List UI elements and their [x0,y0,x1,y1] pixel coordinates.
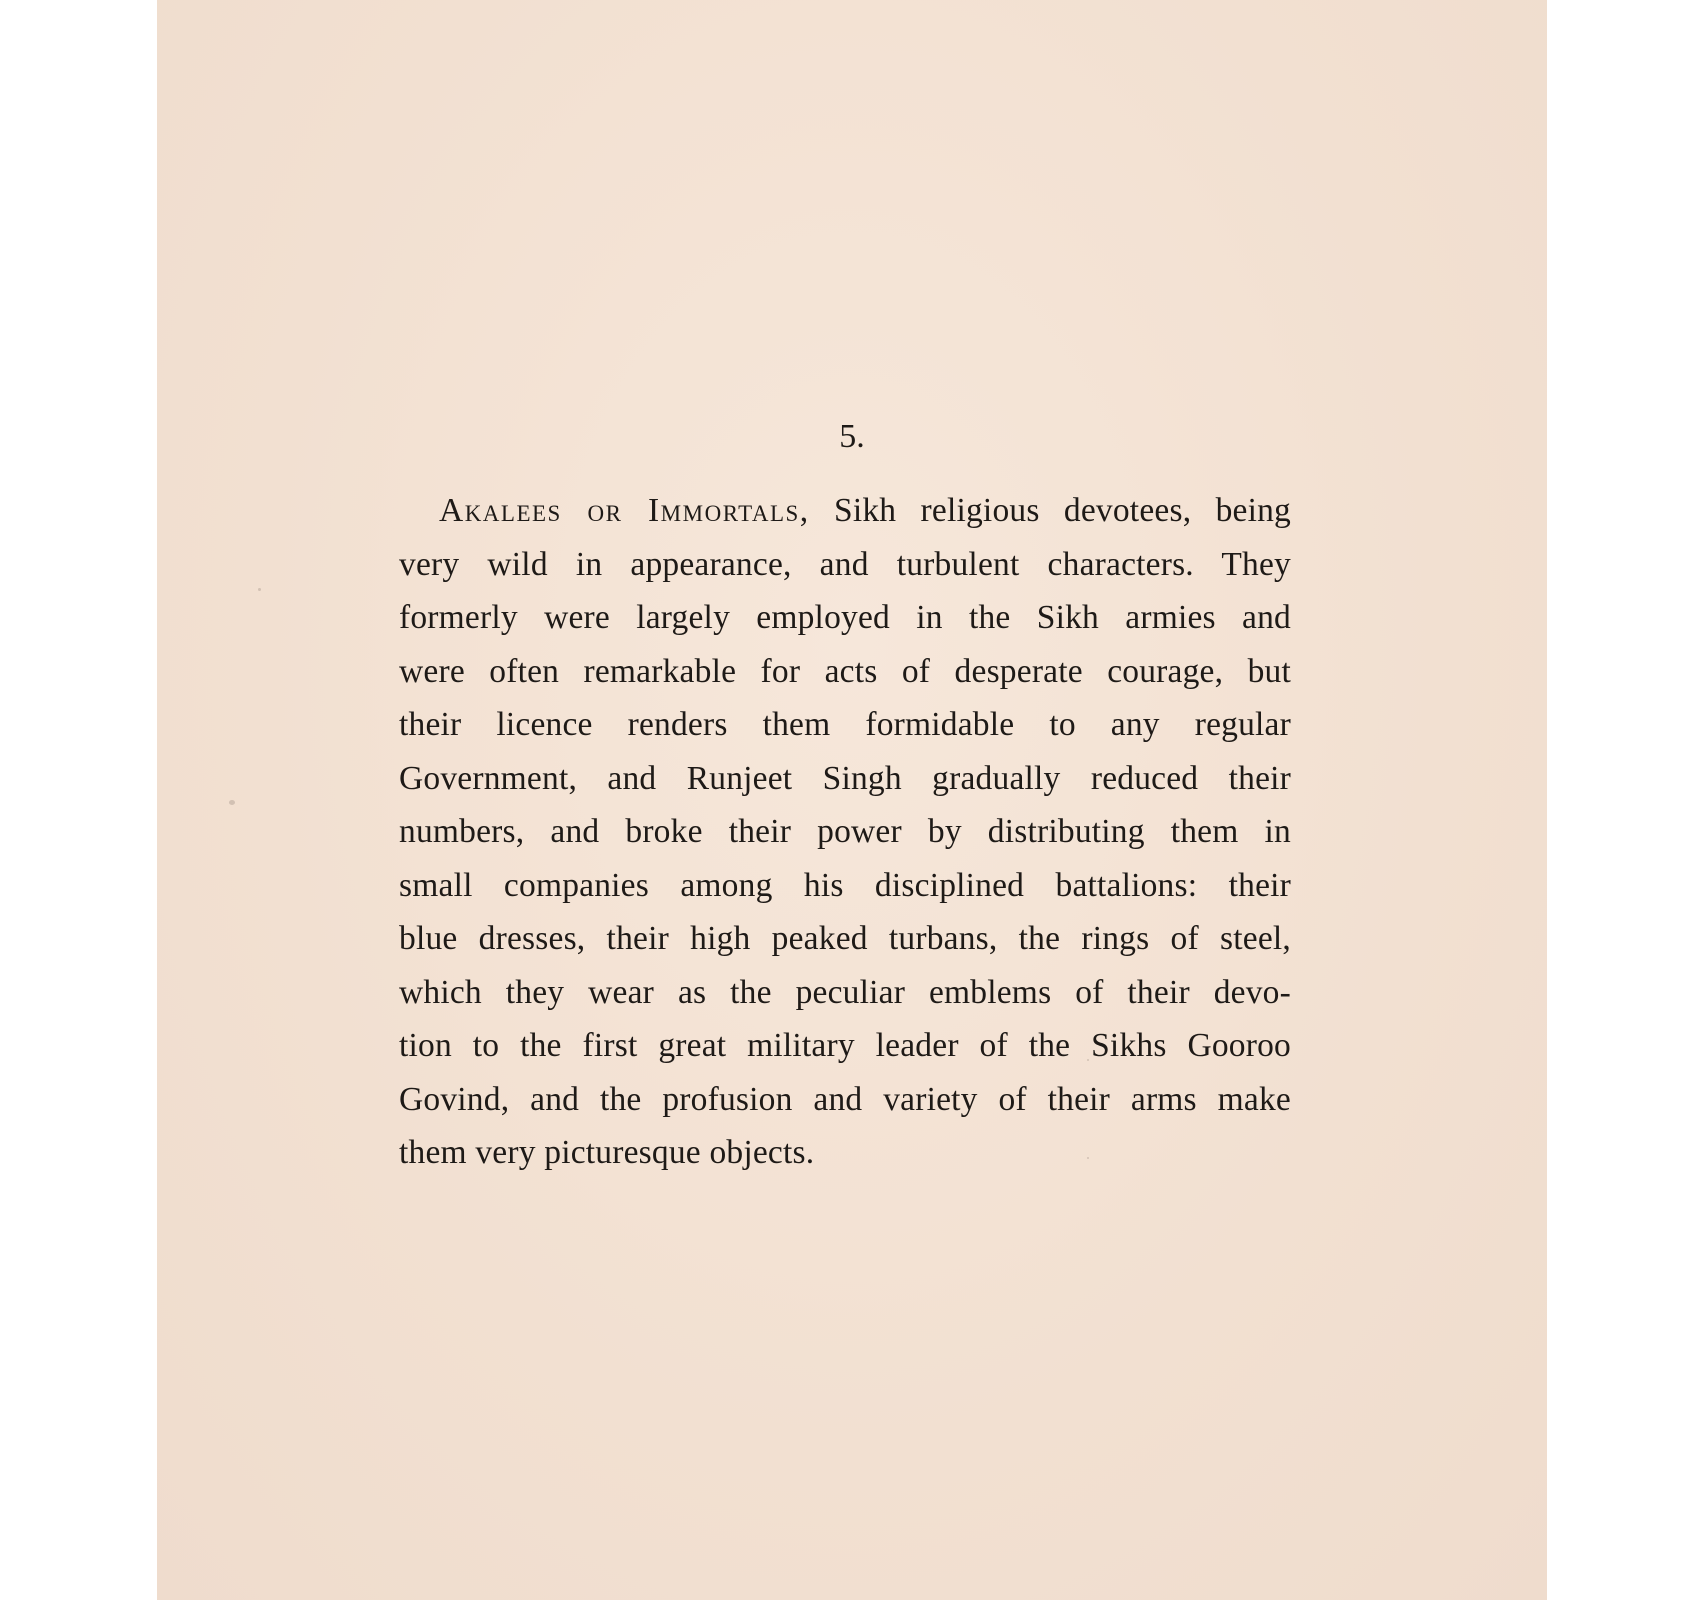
paragraph-line: small companies among his disciplined battalions: their [399,866,1291,904]
paper-speck [229,800,235,805]
book-page [157,0,1547,1600]
paragraph-line: numbers, and broke their power by distributing them in [399,813,1291,850]
paragraph-line: blue dresses, their high peaked turbans, the rings of steel, [399,920,1291,957]
paragraph-line: their licence renders them formidable to any regular [399,706,1291,743]
paragraph-line: tion to the first great military leader of the Sikhs Gooroo [399,1027,1291,1064]
heading-smallcaps: Akalees or Immortals, [439,492,810,529]
paper-speck [258,588,261,591]
paragraph-line: which they wear as the peculiar emblems of their devo- [399,973,1291,1011]
page-number: 5. [839,418,865,455]
paragraph-line-text: Sikh religious devotees, being [809,492,1291,529]
paragraph-line [399,484,1291,538]
paragraph-line: Govind, and the profusion and variety of their arms make [399,1080,1291,1118]
paragraph-line: very wild in appearance, and turbulent characters. They [399,545,1291,583]
paragraph-line: Government, and Runjeet Singh gradually reduced their [399,759,1291,797]
paragraph-line: formerly were largely employed in the Sikh armies and [399,599,1291,636]
paragraph [399,484,1291,1180]
paragraph-line: were often remarkable for acts of desperate courage, but [399,652,1291,690]
paragraph-line: them very picturesque objects. [399,1134,815,1171]
